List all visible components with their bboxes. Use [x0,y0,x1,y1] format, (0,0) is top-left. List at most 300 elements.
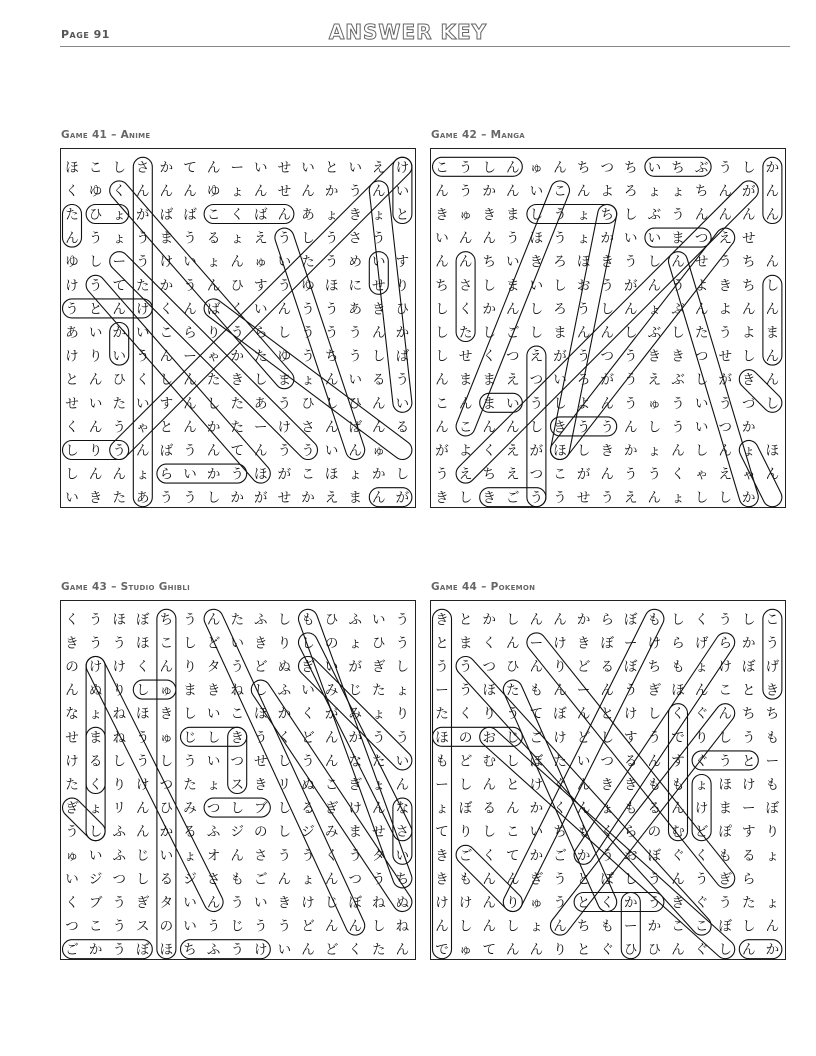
grid-letter: う [183,490,197,507]
grid-letter: ん [206,895,221,911]
grid-letter: き [600,254,614,271]
grid-letter: ぎ [136,895,150,911]
grid-letter: か [206,419,221,436]
grid-letter: き [647,348,662,365]
grid-letter: ひ [301,395,315,412]
grid-letter: ぼ [718,918,732,935]
grid-letter: き [254,635,268,652]
grid-letter: た [435,706,449,723]
grid-letter: う [112,419,126,436]
grid-letter: ょ [742,443,756,459]
grid-letter: ら [624,824,638,841]
grid-letter: せ [254,753,268,770]
grid-letter: う [718,895,732,911]
grid-letter: ば [254,207,268,223]
grid-letter: ょ [435,800,449,817]
grid-letter: ー [765,753,780,770]
grid-letter: ぐ [671,847,685,864]
grid-letter: か [576,847,591,864]
answer-loop [201,606,368,938]
grid-letter: し [88,254,103,271]
grid-letter: う [301,847,315,864]
grid-letter: く [482,635,496,652]
grid-letter: し [254,682,268,699]
grid-letter: き [206,682,221,699]
grid-letter: ふ [112,847,126,864]
grid-letter: ま [183,682,197,699]
grid-letter: う [183,443,197,459]
grid-letter: し [112,753,126,770]
grid-letter: ょ [206,254,221,271]
grid-letter: あ [254,395,268,412]
grid-letter: い [529,277,544,294]
grid-letter: み [324,824,339,841]
grid-letter: ぽ [718,824,732,841]
grid-letter: ど [324,942,339,959]
grid-letter: ん [395,942,410,959]
grid-letter: ん [183,419,197,436]
grid-letter: る [624,753,638,770]
grid-letter: き [435,611,449,628]
grid-letter: タ [206,659,221,675]
grid-letter: ょ [112,230,126,247]
grid-letter: き [254,777,268,793]
grid-letter: ん [324,419,339,436]
grid-letter: ほ [529,230,544,247]
grid-letter: こ [458,419,473,436]
grid-letter: ひ [112,372,126,389]
grid-letter: え [372,159,386,176]
grid-letter: ん [372,490,386,507]
grid-letter: ご [458,847,473,864]
grid-letter: う [348,325,362,341]
grid-letter: く [671,466,685,483]
grid-letter: し [671,611,685,628]
grid-letter: ょ [88,706,103,723]
grid-letter: ち [159,611,174,628]
grid-letter: い [65,871,79,888]
grid-letter: ん [372,395,386,412]
grid-letter: い [372,611,386,628]
grid-letter: う [395,729,410,746]
grid-letter: か [529,800,544,817]
grid-letter: つ [506,348,520,365]
grid-letter: か [159,824,174,841]
grid-letter: う [254,918,268,935]
grid-letter: い [277,942,292,959]
grid-letter: う [348,183,362,200]
grid-letter: ん [742,942,756,959]
grid-letter: う [458,682,473,699]
grid-letter: が [624,277,638,294]
grid-letter: と [65,372,79,389]
grid-letter: ょ [395,682,410,699]
grid-letter: こ [159,635,174,652]
grid-letter: う [301,301,315,318]
grid-letter: た [458,325,473,341]
grid-letter: ご [553,847,567,864]
grid-letter: う [553,207,567,223]
grid-letter: も [718,847,732,864]
grid-letter: の [254,824,268,841]
grid-letter: か [529,847,544,864]
grid-letter: う [600,277,614,294]
grid-letter: え [529,348,544,365]
grid-letter: ん [112,301,126,318]
grid-letter: も [624,800,638,817]
grid-letter: ぼ [529,753,544,770]
grid-letter: け [65,753,79,770]
grid-letter: し [624,325,638,341]
grid-letter: く [65,611,79,628]
grid-letter: ま [348,490,362,507]
grid-letter: か [230,348,244,365]
grid-letter: か [647,918,662,935]
grid-letter: ど [458,753,473,770]
grid-letter: ー [435,682,449,699]
puzzle-svg [61,601,417,961]
grid-letter: う [458,659,473,675]
grid-letter: く [348,942,362,959]
grid-letter: ば [348,419,362,436]
grid-letter: け [159,254,174,271]
answer-loop [83,653,226,914]
grid-letter: て [506,847,520,864]
grid-letter: さ [458,277,473,294]
grid-letter: う [88,277,103,294]
grid-letter: も [230,871,244,888]
grid-letter: き [718,277,732,294]
grid-letter: ん [529,942,544,959]
puzzle-grid-game-43 [60,600,416,960]
grid-letter: し [765,395,780,412]
grid-letter: り [277,635,292,652]
grid-letter: る [742,847,756,864]
grid-letter: し [647,419,662,436]
grid-letter: ん [435,419,449,436]
grid-letter: う [647,895,662,911]
grid-letter: ー [624,635,638,652]
grid-letter: う [112,895,126,911]
grid-letter: ち [671,159,685,176]
grid-letter: せ [65,395,79,412]
grid-letter: ー [529,635,544,652]
grid-letter: ぎ [65,800,79,817]
grid-letter: ん [395,777,410,793]
grid-letter: ん [553,159,567,176]
grid-letter: し [694,490,709,507]
grid-letter: て [482,942,496,959]
grid-letter: ょ [183,847,197,864]
grid-letter: く [112,183,126,200]
grid-letter: ひ [324,611,339,628]
answer-loop [547,700,739,939]
grid-letter: ん [372,325,386,341]
grid-letter: し [301,635,315,652]
grid-letter: ぬ [88,682,103,699]
grid-letter: う [458,159,473,176]
grid-letter: ほ [159,942,174,959]
grid-letter: こ [718,682,732,699]
grid-letter: ど [254,659,268,675]
grid-letter: な [65,706,79,723]
grid-letter: う [159,490,174,507]
grid-letter: る [600,659,614,675]
grid-letter: け [718,659,732,675]
grid-letter: ん [277,871,292,888]
grid-letter: う [324,301,339,318]
grid-letter: も [671,659,685,675]
grid-letter: ど [576,729,591,746]
grid-letter: も [647,611,662,628]
grid-letter: ゅ [529,895,544,911]
grid-letter: つ [600,348,614,365]
grid-letter: め [348,254,362,271]
grid-letter: し [435,301,449,318]
grid-letter: ん [88,466,103,483]
grid-letter: き [230,729,244,746]
grid-letter: ひ [395,301,410,318]
grid-letter: ん [206,277,221,294]
grid-letter: た [65,207,79,223]
grid-letter: い [395,183,410,200]
grid-letter: り [458,824,473,841]
grid-letter: ん [529,659,544,675]
grid-letter: し [458,490,473,507]
grid-letter: う [395,635,410,652]
grid-letter: ん [277,207,292,223]
grid-letter: ま [458,635,473,652]
grid-letter: な [348,753,362,770]
grid-letter: ご [254,871,268,888]
grid-letter: で [435,942,449,959]
grid-letter: か [206,466,221,483]
grid-letter: か [348,729,362,746]
grid-letter: ほ [435,729,449,746]
grid-letter: う [372,230,386,247]
grid-letter: ば [395,348,410,365]
grid-letter: う [277,918,292,935]
grid-letter: う [718,159,732,176]
grid-letter: け [553,635,567,652]
grid-letter: こ [301,466,315,483]
grid-letter: う [230,895,244,911]
grid-letter: い [183,466,197,483]
grid-letter: ほ [324,466,339,483]
grid-letter: か [372,466,386,483]
grid-letter: こ [553,183,567,200]
grid-letter: お [482,729,496,746]
grid-letter: も [647,777,662,793]
grid-letter: ん [553,611,567,628]
grid-letter: い [183,254,197,271]
grid-letter: し [183,706,197,723]
grid-letter: ら [671,635,685,652]
grid-letter: き [372,301,386,318]
grid-letter: の [324,635,339,652]
grid-letter: ー [435,777,449,793]
grid-letter: く [65,895,79,911]
grid-letter: え [647,372,662,389]
grid-letter: た [506,682,520,699]
grid-letter: ブ [254,800,268,817]
grid-letter: ご [529,729,544,746]
grid-letter: ん [435,372,449,389]
grid-letter: け [348,800,362,817]
grid-letter: ょ [372,207,386,223]
grid-letter: ぼ [624,611,638,628]
grid-letter: ん [277,301,292,318]
grid-letter: ん [671,800,685,817]
grid-letter: き [435,871,449,888]
grid-letter: こ [88,159,103,176]
grid-letter: た [230,611,244,628]
grid-letter: し [183,635,197,652]
grid-letter: ち [694,183,709,200]
grid-letter: ま [671,230,685,247]
grid-letter: い [301,159,315,176]
grid-letter: う [348,847,362,864]
grid-letter: る [159,871,174,888]
grid-letter: ん [206,159,221,176]
grid-letter: か [277,706,292,723]
grid-letter: ん [482,895,496,911]
answer-loop [669,704,688,841]
grid-letter: い [88,847,103,864]
grid-letter: ん [506,635,520,652]
grid-letter: ょ [529,918,544,935]
grid-letter: う [765,635,780,652]
grid-letter: う [324,230,339,247]
grid-letter: ま [482,372,496,389]
grid-letter: う [553,895,567,911]
grid-letter: じ [348,682,362,699]
grid-letter: し [718,729,732,746]
puzzle-label-game-44: Game 44 – Pokemon [431,581,536,593]
grid-letter: う [136,254,150,271]
grid-letter: い [395,395,410,412]
grid-letter: ぶ [694,159,709,176]
grid-letter: し [88,824,103,841]
grid-letter: つ [348,871,362,888]
grid-letter: し [482,277,496,294]
grid-letter: ん [718,183,732,200]
grid-letter: ち [624,159,638,176]
grid-letter: が [553,348,567,365]
grid-letter: し [600,301,614,318]
grid-letter: が [435,443,449,459]
grid-letter: し [136,871,150,888]
grid-letter: ん [254,443,268,459]
grid-letter: ね [372,895,386,911]
grid-letter: く [88,777,103,793]
grid-letter: ん [671,942,685,959]
grid-letter: う [553,871,567,888]
grid-letter: ん [529,611,544,628]
grid-letter: も [529,682,544,699]
grid-letter: ゆ [65,254,79,271]
grid-letter: う [624,466,638,483]
grid-letter: て [183,159,197,176]
grid-letter: り [395,706,410,723]
grid-letter: つ [718,419,732,436]
grid-letter: ほ [254,466,268,483]
grid-letter: う [718,611,732,628]
grid-letter: ん [671,871,685,888]
grid-letter: す [742,824,756,841]
grid-letter: い [88,395,103,412]
grid-letter: う [671,395,685,412]
grid-letter: し [553,395,567,412]
grid-letter: ん [576,777,591,793]
grid-letter: こ [88,918,103,935]
grid-letter: た [136,277,150,294]
grid-letter: い [647,230,662,247]
grid-letter: い [136,325,150,341]
grid-letter: ぎ [348,777,362,793]
grid-letter: つ [206,800,221,817]
grid-letter: し [206,395,221,412]
grid-letter: い [206,753,221,770]
grid-letter: ゆ [277,348,292,365]
grid-letter: の [159,918,174,935]
grid-letter: も [576,824,591,841]
grid-letter: く [671,706,685,723]
grid-letter: ん [348,918,362,935]
grid-letter: く [324,847,339,864]
puzzle-grid-game-41 [60,148,416,508]
grid-letter: か [482,611,496,628]
grid-letter: ん [230,254,244,271]
grid-letter: た [301,254,315,271]
grid-letter: ろ [624,183,638,200]
grid-letter: い [348,372,362,389]
grid-letter: り [506,895,520,911]
grid-letter: ん [372,419,386,436]
grid-letter: い [694,419,709,436]
grid-letter: と [395,207,410,223]
grid-letter: る [183,824,197,841]
grid-letter: か [765,159,780,176]
answer-loop [106,177,298,393]
grid-letter: も [600,918,614,935]
grid-letter: ん [482,419,496,436]
grid-letter: タ [159,895,174,911]
grid-letter: ろ [576,372,591,389]
grid-letter: う [136,753,150,770]
grid-letter: ょ [372,706,386,723]
grid-letter: し [65,443,79,459]
grid-letter: え [624,490,638,507]
grid-letter: た [553,753,567,770]
grid-letter: ん [506,800,520,817]
grid-letter: ー [742,800,756,817]
grid-letter: う [230,942,244,959]
grid-letter: ま [718,800,732,817]
grid-letter: ょ [88,800,103,817]
grid-letter: う [372,871,386,888]
grid-letter: う [230,466,244,483]
grid-letter: く [600,895,614,911]
grid-letter: か [576,611,591,628]
grid-letter: ほ [136,706,150,723]
grid-letter: し [277,325,292,341]
grid-letter: ぐ [694,895,709,911]
grid-letter: い [112,348,126,365]
grid-letter: し [159,753,174,770]
grid-letter: が [348,659,362,675]
grid-letter: ん [765,183,780,200]
